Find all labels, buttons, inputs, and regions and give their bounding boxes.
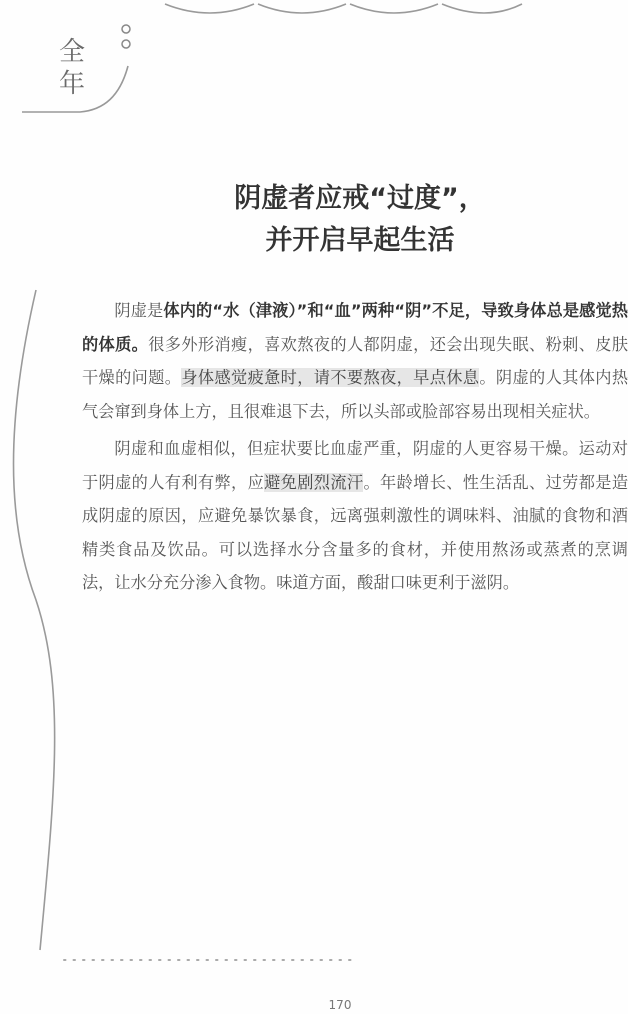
corner-dot-icon [122,40,130,48]
p2-text-1: 阴虚和血虚相似，但症状要比血虚严重，阴虚的人更容易干燥。运动对于阴虚的人有利有弊，应 [82,439,628,492]
article-body [82,294,628,604]
paragraph-2 [82,432,628,600]
top-scallop-border [165,4,522,13]
page-number: 170 [328,998,352,1012]
corner-dot-icon [122,25,130,33]
p1-highlight: 身体感觉疲惫时，请不要熬夜，早点休息 [181,368,480,387]
title-line1: 阴虚者应戒“过度”， [234,183,486,214]
section-label-line2: 年 [58,69,85,99]
paragraph-1 [82,294,628,428]
article-title [140,178,580,262]
left-wavy-border [14,290,55,950]
p2-highlight: 避免剧烈流汗 [264,472,364,492]
p1-text-1: 阴虚是 [114,301,164,320]
p1-text-2: 很多外形消瘦，喜欢熬夜的人都阴虚，还会出现失眠、粉刺、皮肤干燥的问题。 [82,334,628,387]
section-label [52,36,92,100]
p1-bold-text: 体内的“水（津液）”和“血”两种“阴”不足，导致身体总是感觉热的体质。 [82,301,628,354]
p2-text-2: 。年龄增长、性生活乱、过劳都是造成阴虚的原因，应避免暴饮暴食，远离强刺激性的调味料、油腻的食物和酒精类食品及饮品。可以选择水分含量多的食材，并使用熬汤或蒸煮的烹调法，让水分充分渗入食物。味道方面，酸甜口味更利于滋阴。 [82,472,628,592]
p1-text-3: 。阴虚的人其体内热气会窜到身体上方，且很难退下去，所以头部或脸部容易出现相关症状。 [82,368,628,421]
section-label-line1: 全 [58,37,85,67]
title-line2: 并开启早起生活 [265,225,455,256]
